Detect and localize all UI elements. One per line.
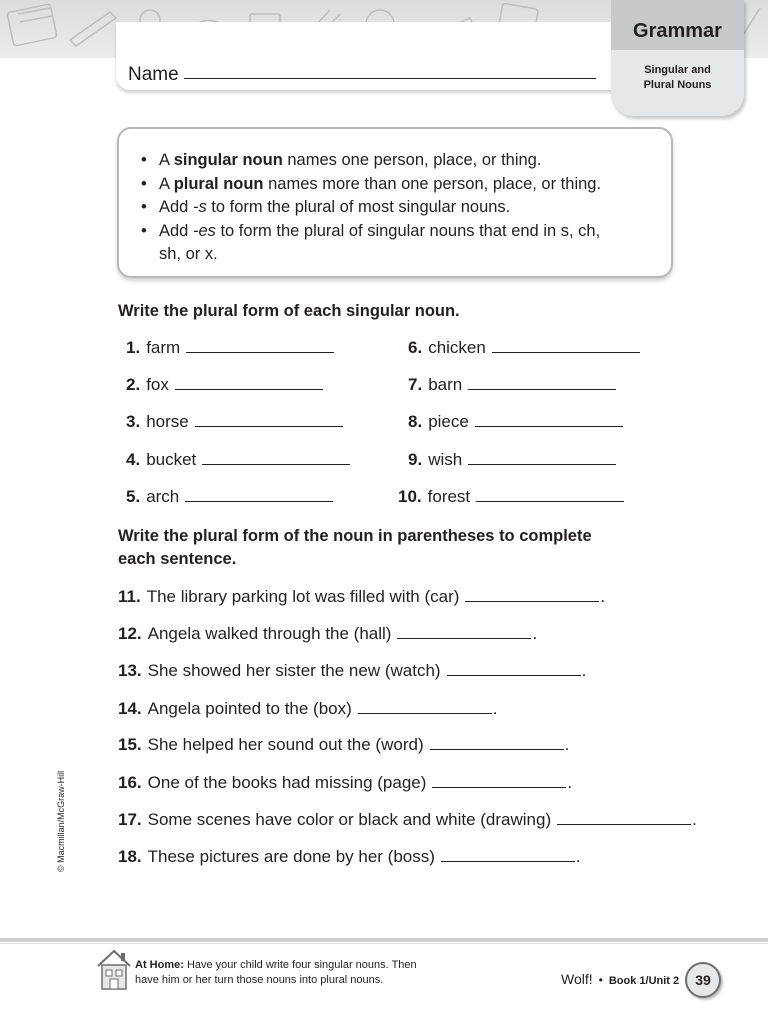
item-number: 5. <box>126 487 141 506</box>
item-number: 9. <box>408 450 423 469</box>
answer-blank[interactable] <box>202 464 350 465</box>
sentence-period: . <box>492 699 498 718</box>
answer-blank[interactable] <box>492 352 640 353</box>
bullet: • <box>141 174 147 193</box>
rule-item <box>141 173 661 197</box>
sentence-period: . <box>567 773 573 792</box>
exercise-item <box>126 338 334 358</box>
answer-blank[interactable] <box>557 824 691 825</box>
at-home-line1 <box>135 958 435 973</box>
house-icon <box>96 948 132 992</box>
item-word: barn <box>428 375 463 394</box>
item-number: 6. <box>408 338 423 357</box>
exercise-item <box>408 338 640 358</box>
rule-text: names one person, place, or thing. <box>282 151 542 169</box>
rule-item <box>141 220 661 267</box>
exercise-item <box>126 450 350 470</box>
item-number: 11. <box>118 587 141 606</box>
answer-blank[interactable] <box>397 638 531 639</box>
item-word: chicken <box>428 338 486 357</box>
sentence-text: The library parking lot was filled with (car) <box>146 587 460 606</box>
exercise-item <box>408 412 623 432</box>
item-word: wish <box>428 450 463 469</box>
sentence-item <box>118 735 569 755</box>
rule-text: Add <box>159 221 193 240</box>
grammar-subtitle-line2: Plural Nouns <box>643 79 712 91</box>
exercise-item <box>126 487 333 507</box>
sentence-period: . <box>532 624 538 643</box>
answer-blank[interactable] <box>468 389 616 390</box>
item-number: 4. <box>126 450 141 469</box>
grammar-tab <box>611 0 744 116</box>
rule-term: singular noun <box>173 151 283 169</box>
exercise-item <box>126 412 343 432</box>
rule-item <box>141 196 661 220</box>
sentence-period: . <box>575 847 581 866</box>
book-unit: Book 1/Unit 2 <box>608 975 680 987</box>
item-word: fox <box>146 375 169 394</box>
answer-blank[interactable] <box>358 713 492 714</box>
answer-blank[interactable] <box>441 861 575 862</box>
answer-blank[interactable] <box>432 787 566 788</box>
sentence-item <box>118 699 498 719</box>
item-word: forest <box>427 487 471 506</box>
answer-blank[interactable] <box>447 675 581 676</box>
item-word: arch <box>146 487 180 506</box>
bullet: • <box>141 151 147 169</box>
item-number: 10. <box>398 487 422 506</box>
sentence-period: . <box>600 587 606 606</box>
sentence-text: She helped her sound out the (word) <box>147 735 424 754</box>
rule-suffix: -s <box>192 198 207 216</box>
bullet: • <box>141 198 147 216</box>
item-number: 12. <box>118 624 142 643</box>
item-number: 18. <box>118 847 142 866</box>
footer-rule <box>0 938 768 942</box>
item-number: 8. <box>408 412 423 431</box>
sentence-period: . <box>692 810 697 829</box>
name-label: Name <box>128 64 179 85</box>
item-word: piece <box>428 412 469 431</box>
sentence-period: . <box>581 661 587 680</box>
sentence-item <box>118 587 605 607</box>
at-home-text: Have your child write four singular nouns. Then <box>183 959 417 971</box>
page-number-badge: 39 <box>685 962 721 998</box>
exercise-item <box>398 487 624 507</box>
section2-heading <box>118 525 592 571</box>
rules-box <box>117 127 673 278</box>
sentence-item <box>118 661 586 681</box>
sentence-text: Some scenes have color or black and white (drawing) <box>147 810 552 829</box>
answer-blank[interactable] <box>465 601 599 602</box>
rule-text: sh, or x. <box>159 245 218 263</box>
name-banner <box>116 22 636 90</box>
sentence-item <box>118 847 581 867</box>
rule-text: A <box>159 174 174 193</box>
item-word: bucket <box>146 450 197 469</box>
exercise-item <box>408 450 616 470</box>
sentence-period: . <box>564 735 570 754</box>
footer-separator: • <box>598 973 603 987</box>
answer-blank[interactable] <box>430 749 564 750</box>
footer-rule-thin <box>0 943 768 944</box>
item-number: 15. <box>118 735 142 754</box>
answer-blank[interactable] <box>468 464 616 465</box>
sentence-text: These pictures are done by her (boss) <box>147 847 435 866</box>
copyright-notice: © Macmillan/McGraw-Hill <box>56 770 66 872</box>
exercise-item <box>408 375 616 395</box>
answer-blank[interactable] <box>476 501 624 502</box>
sentence-text: One of the books had missing (page) <box>147 773 427 792</box>
at-home-label: At Home: <box>135 959 184 971</box>
sentence-text: Angela pointed to the (box) <box>147 699 352 718</box>
rules-list <box>141 149 661 267</box>
rule-text: to form the plural of singular nouns that end in s, ch, <box>215 221 601 240</box>
rule-text: Add <box>159 198 193 216</box>
sentence-item <box>118 810 697 830</box>
section1-heading: Write the plural form of each singular noun. <box>118 302 460 320</box>
item-number: 1. <box>126 338 141 357</box>
answer-blank[interactable] <box>185 501 333 502</box>
sentence-item <box>118 624 537 644</box>
book-reference <box>561 971 679 987</box>
item-number: 3. <box>126 412 141 431</box>
rule-text: A <box>159 151 174 169</box>
rule-item <box>141 149 661 173</box>
rule-suffix: -es <box>192 221 216 240</box>
book-title: Wolf! <box>561 971 593 987</box>
item-number: 14. <box>118 699 142 718</box>
grammar-title: Grammar <box>633 20 722 42</box>
exercise-item <box>126 375 323 395</box>
answer-blank[interactable] <box>475 426 623 427</box>
item-number: 16. <box>118 773 142 792</box>
item-number: 7. <box>408 375 423 394</box>
rule-term: plural noun <box>173 174 264 193</box>
grammar-subtitle-line1: Singular and <box>644 64 711 76</box>
section2-heading-line1: Write the plural form of the noun in parentheses to complete <box>118 527 592 545</box>
section2-heading-line2: each sentence. <box>118 550 237 568</box>
answer-blank[interactable] <box>175 389 323 390</box>
rule-text: to form the plural of most singular nouns. <box>206 198 511 216</box>
item-word: horse <box>146 412 189 431</box>
at-home-note <box>135 958 435 988</box>
sentence-text: She showed her sister the new (watch) <box>147 661 441 680</box>
name-field[interactable] <box>184 78 596 79</box>
sentence-item <box>118 773 572 793</box>
sentence-text: Angela walked through the (hall) <box>147 624 392 643</box>
item-number: 17. <box>118 810 142 829</box>
answer-blank[interactable] <box>195 426 343 427</box>
rule-text: names more than one person, place, or thing. <box>263 174 602 193</box>
answer-blank[interactable] <box>186 352 334 353</box>
at-home-text: have him or her turn those nouns into plural nouns. <box>135 974 384 986</box>
bullet: • <box>141 221 147 240</box>
item-word: farm <box>146 338 181 357</box>
grammar-subtitle <box>611 63 744 93</box>
item-number: 2. <box>126 375 141 394</box>
item-number: 13. <box>118 661 142 680</box>
